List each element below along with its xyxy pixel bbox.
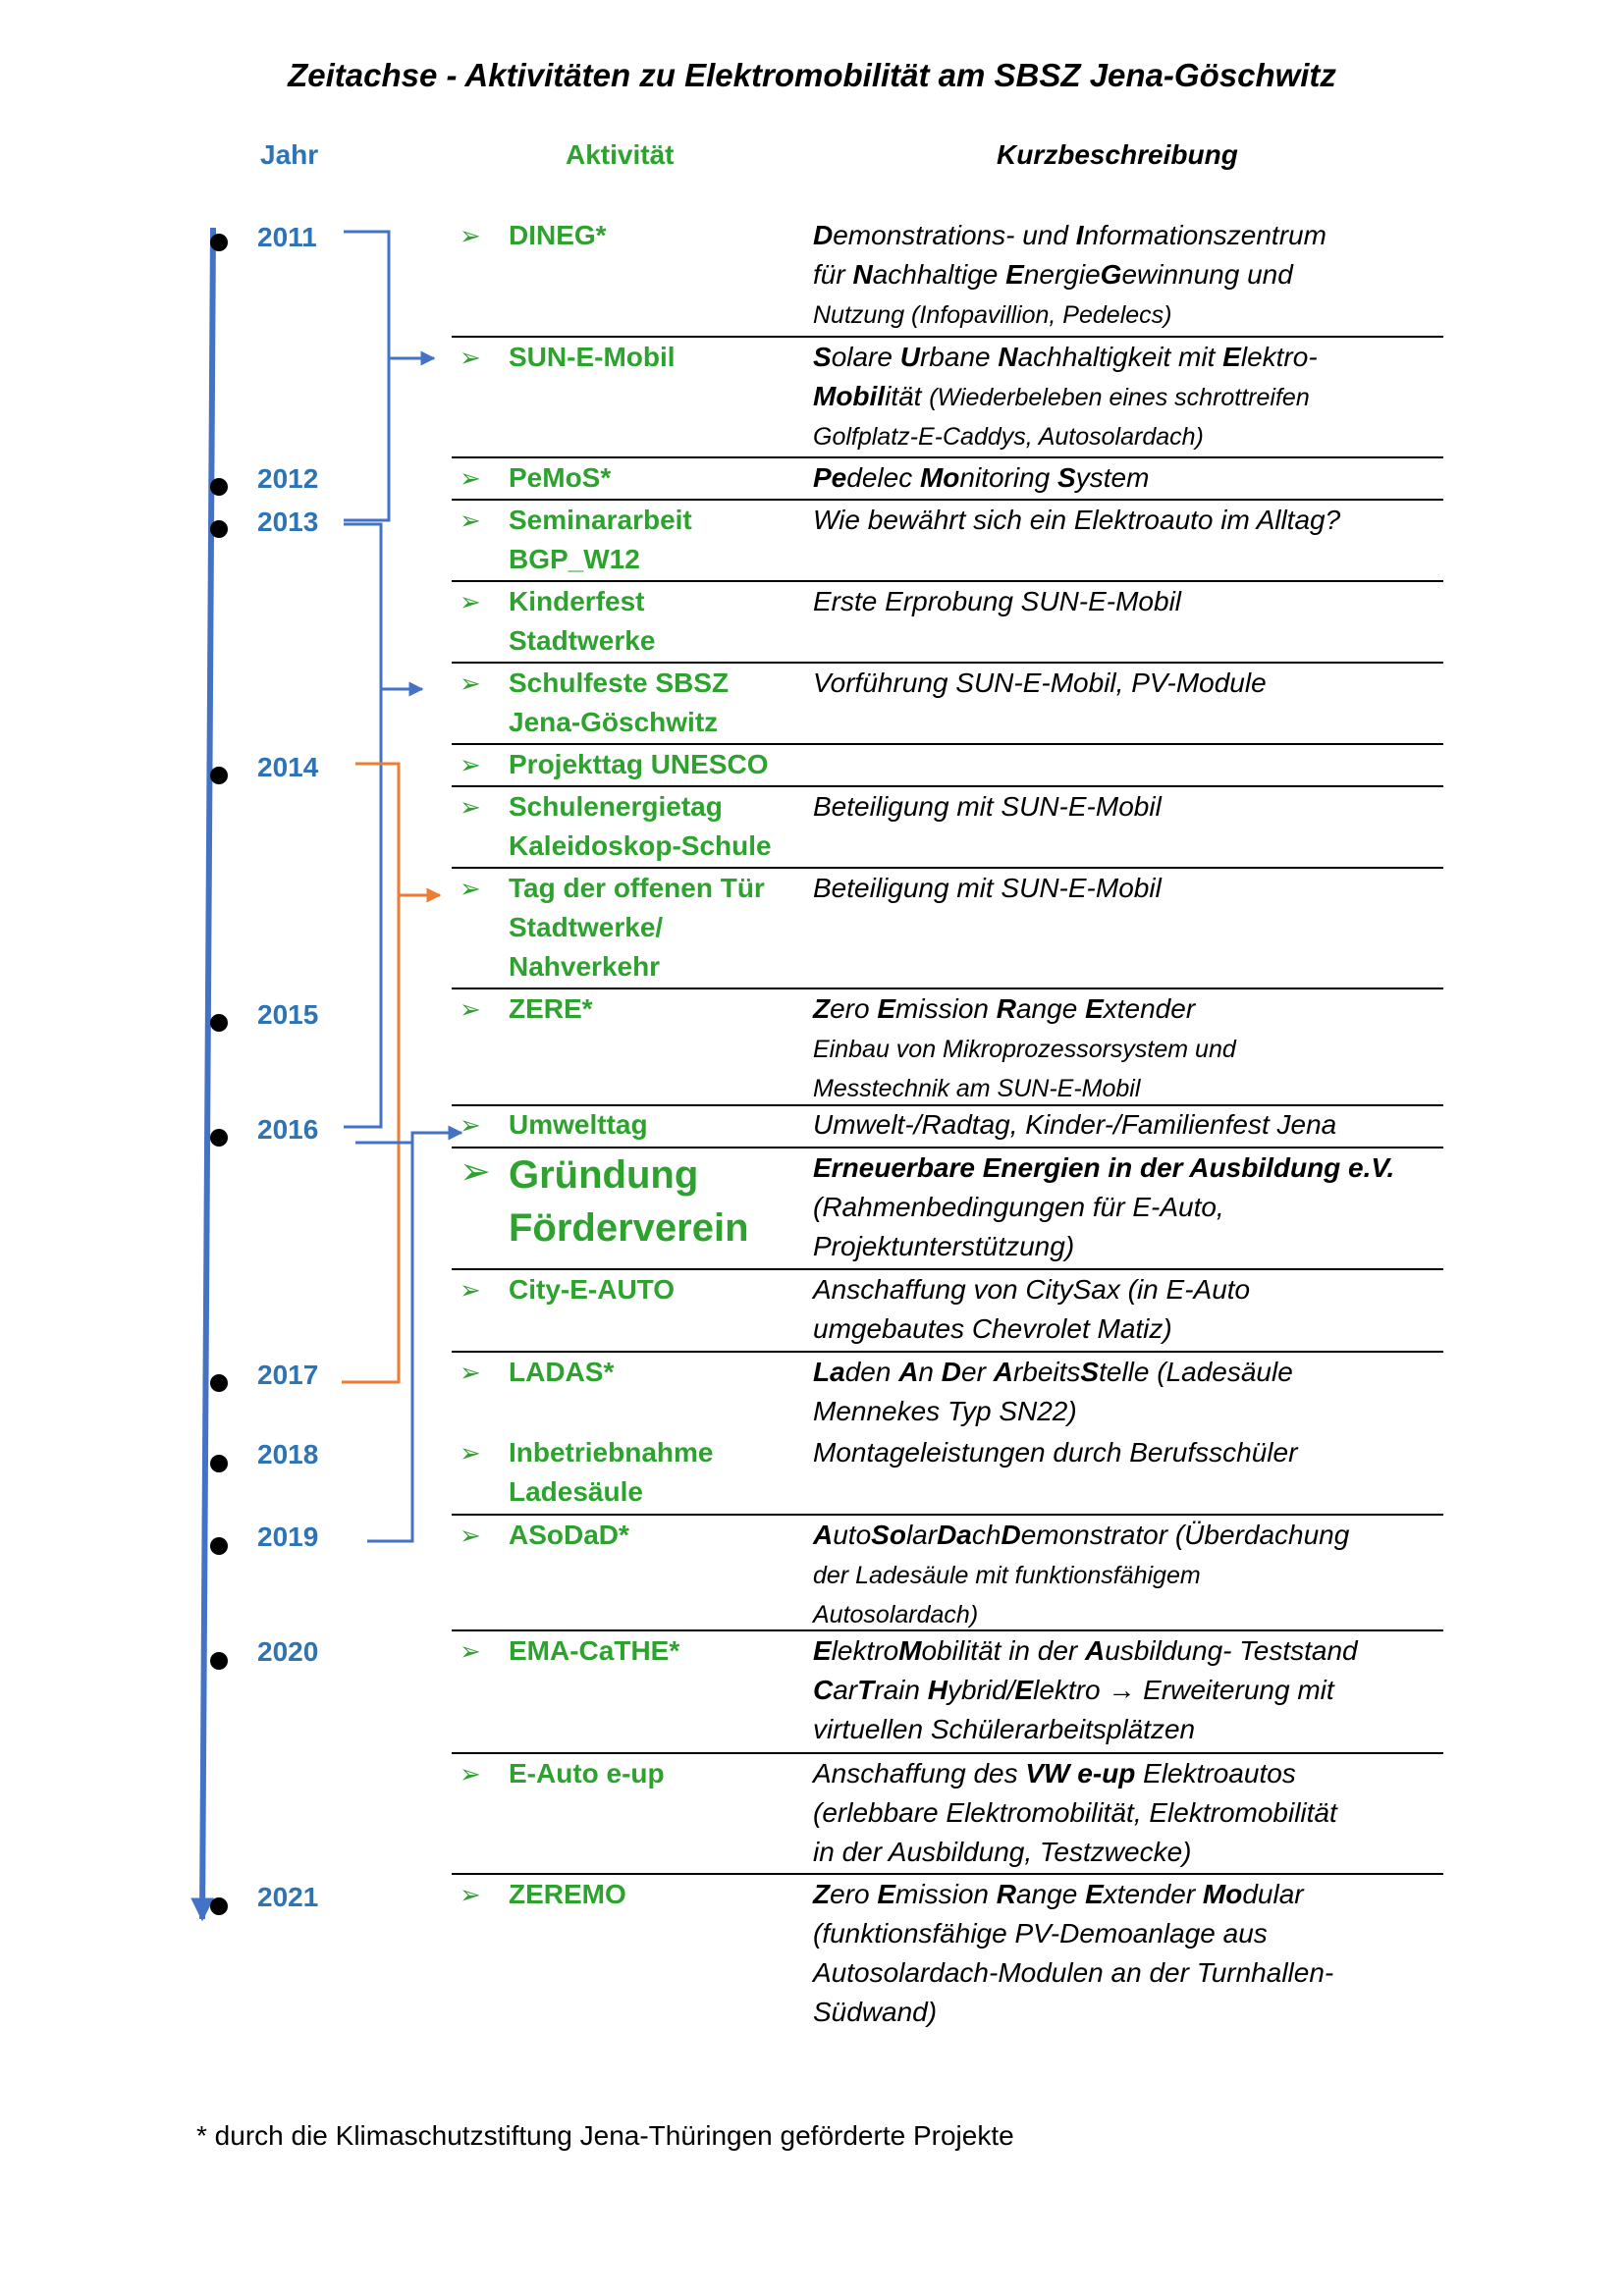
activity-name: Kinderfest Stadtwerke [509, 586, 656, 656]
year-label: 2013 [257, 507, 319, 537]
footnote: * durch die Klimaschutzstiftung Jena-Thüringen geförderte Projekte [196, 2120, 1014, 2151]
list-bullet-arrow-icon: ➢ [460, 750, 481, 779]
timeline-dot [210, 1897, 228, 1915]
list-bullet-arrow-icon: ➢ [460, 874, 481, 903]
activity-name: Schulenergietag Kaleidoskop-Schule [509, 791, 772, 861]
activity-description: Anschaffung des VW e-up Elektroautos (erlebbare Elektromobilität, Elektromobilität in der Ausbildung, Testzwecke) [813, 1758, 1337, 1867]
page-title: Zeitachse - Aktivitäten zu Elektromobilität am SBSZ Jena-Göschwitz [288, 57, 1336, 93]
bracket-arrow-umwelttag [412, 1133, 461, 1143]
list-bullet-arrow-icon: ➢ [460, 792, 481, 822]
year-label: 2011 [257, 222, 317, 252]
year-label: 2020 [257, 1636, 319, 1667]
timeline-dot [210, 1537, 228, 1555]
activity-name: E-Auto e-up [509, 1758, 665, 1789]
timeline-dot [210, 1652, 228, 1670]
activity-description: ElektroMobilität in der Ausbildung- Teststand CarTrain Hybrid/Elektro → Erweiterung mit virtuellen Schülerarbeitsplätzen [813, 1635, 1358, 1744]
column-header-year: Jahr [260, 139, 319, 170]
year-label: 2012 [257, 463, 319, 494]
list-bullet-arrow-icon: ➢ [460, 1636, 481, 1666]
bracket-2011-2012 [344, 232, 389, 520]
activity-description: Umwelt-/Radtag, Kinder-/Familienfest Jena [813, 1109, 1337, 1140]
activity-name: Inbetriebnahme Ladesäule [509, 1437, 714, 1507]
list-bullet-arrow-icon: ➢ [460, 1275, 481, 1305]
timeline-dot [210, 767, 228, 784]
year-label: 2017 [257, 1360, 319, 1390]
list-bullet-arrow-icon: ➢ [460, 1151, 491, 1193]
activity-description: AutoSolarDachDemonstrator (Überdachung der Ladesäule mit funktionsfähigem Autosolardach) [813, 1520, 1350, 1629]
timeline-dot [210, 478, 228, 496]
activity-description: Demonstrations- und Informationszentrum für Nachhaltige EnergieGewinnung und Nutzung (Infopavillion, Pedelecs) [813, 220, 1326, 329]
activity-name: DINEG* [509, 220, 607, 250]
activity-description: Zero Emission Range Extender Einbau von Mikroprozessorsystem und Messtechnik am SUN-E-Mobil [813, 993, 1236, 1102]
list-bullet-arrow-icon: ➢ [460, 463, 481, 493]
timeline-dot [210, 234, 228, 251]
timeline-dot [210, 1374, 228, 1392]
list-bullet-arrow-icon: ➢ [460, 221, 481, 250]
activity-name: SUN-E-Mobil [509, 342, 676, 372]
year-label: 2021 [257, 1882, 319, 1912]
list-bullet-arrow-icon: ➢ [460, 994, 481, 1024]
list-bullet-arrow-icon: ➢ [460, 506, 481, 535]
timeline-dot [210, 1455, 228, 1472]
activity-description: Erste Erprobung SUN-E-Mobil [813, 586, 1182, 616]
year-label: 2015 [257, 999, 319, 1030]
activity-description: Anschaffung von CitySax (in E-Auto umgebautes Chevrolet Matiz) [813, 1274, 1251, 1344]
timeline-dot [210, 520, 228, 538]
year-label: 2018 [257, 1439, 319, 1469]
list-bullet-arrow-icon: ➢ [460, 1759, 481, 1789]
activity-name: City-E-AUTO [509, 1274, 676, 1305]
activity-description: Solare Urbane Nachhaltigkeit mit Elektro- Mobilität (Wiederbeleben eines schrottreifen Golfplatz-E-Caddys, Autosolardach) [813, 342, 1318, 451]
activity-name: Gründung Förderverein [509, 1153, 749, 1250]
activity-description: Montageleistungen durch Berufsschüler [813, 1437, 1298, 1468]
activity-description: Beteiligung mit SUN-E-Mobil [813, 791, 1162, 822]
year-label: 2016 [257, 1114, 319, 1145]
activity-name: PeMoS* [509, 462, 612, 493]
bracket-2013-2016 [344, 524, 381, 1127]
list-bullet-arrow-icon: ➢ [460, 1110, 481, 1140]
activity-name: LADAS* [509, 1357, 615, 1387]
activity-description: Vorführung SUN-E-Mobil, PV-Module [813, 667, 1267, 698]
activity-name: Projekttag UNESCO [509, 749, 769, 779]
activity-description: Wie bewährt sich ein Elektroauto im Alltag? [813, 505, 1341, 535]
activity-description: Laden An Der ArbeitsStelle (Ladesäule Mennekes Typ SN22) [813, 1357, 1293, 1426]
activity-description: Beteiligung mit SUN-E-Mobil [813, 873, 1162, 903]
activity-name: Schulfeste SBSZ Jena-Göschwitz [509, 667, 730, 737]
activity-name: ZERE* [509, 993, 593, 1024]
activity-name: ZEREMO [509, 1879, 626, 1909]
list-bullet-arrow-icon: ➢ [460, 1880, 481, 1909]
timeline-dot [210, 1129, 228, 1147]
activity-name: Umwelttag [509, 1109, 648, 1140]
list-bullet-arrow-icon: ➢ [460, 1358, 481, 1387]
list-bullet-arrow-icon: ➢ [460, 587, 481, 616]
activity-name: Tag der offenen Tür Stadtwerke/ Nahverkehr [509, 873, 765, 982]
list-bullet-arrow-icon: ➢ [460, 1438, 481, 1468]
activity-description: Pedelec Monitoring System [813, 462, 1150, 493]
bracket-2016-2019 [355, 1143, 412, 1541]
year-label: 2019 [257, 1522, 319, 1552]
bracket-2014-2017 [342, 764, 399, 1382]
column-header-activity: Aktivität [566, 139, 675, 170]
activity-name: ASoDaD* [509, 1520, 629, 1550]
list-bullet-arrow-icon: ➢ [460, 1521, 481, 1550]
activity-description: Erneuerbare Energien in der Ausbildung e.V. (Rahmenbedingungen für E-Auto, Projektunterstützung) [813, 1152, 1395, 1261]
column-header-description: Kurzbeschreibung [997, 139, 1238, 170]
list-bullet-arrow-icon: ➢ [460, 668, 481, 698]
activity-name: Seminararbeit BGP_W12 [509, 505, 692, 574]
year-label: 2014 [257, 752, 319, 782]
timeline-dot [210, 1014, 228, 1032]
activity-description: Zero Emission Range Extender Modular (funktionsfähige PV-Demoanlage aus Autosolardach-Modulen an der Turnhallen- Südwand) [813, 1879, 1334, 2027]
activity-name: EMA-CaTHE* [509, 1635, 680, 1666]
list-bullet-arrow-icon: ➢ [460, 343, 481, 372]
